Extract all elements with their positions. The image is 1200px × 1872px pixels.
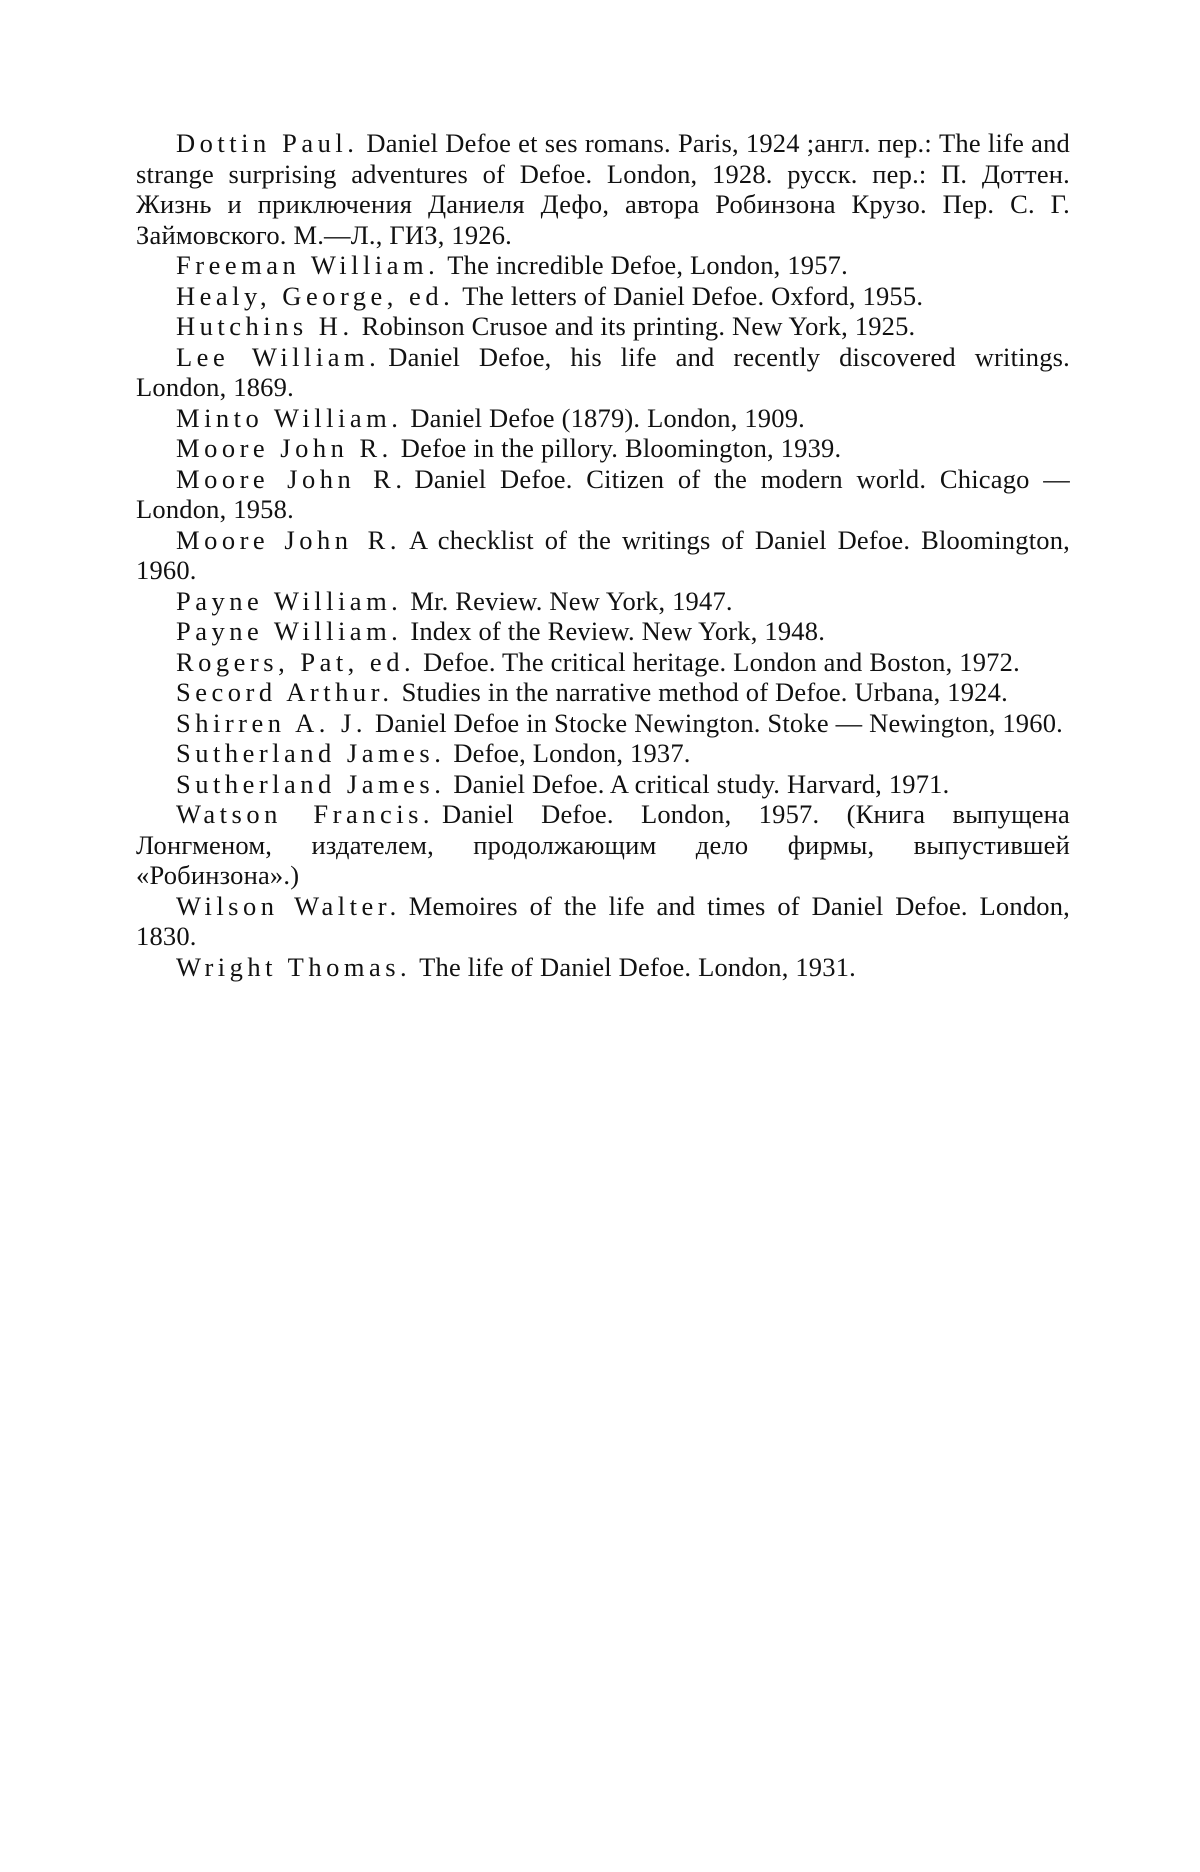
entry-author: Minto William. — [176, 402, 403, 433]
entry-text: Mr. Review. New York, 1947. — [410, 585, 733, 616]
entry-text: A checklist of the writings of Daniel Defoe. Bloomington, 1960. — [136, 524, 1070, 585]
entry-author: Moore John R. — [176, 463, 407, 494]
bibliography-entry — [136, 738, 1070, 769]
bibliography-entry — [136, 677, 1070, 708]
bibliography-entry — [136, 647, 1070, 678]
entry-author: Lee William. — [176, 341, 381, 372]
entry-text: Daniel Defoe (1879). London, 1909. — [410, 402, 805, 433]
entry-text: Defoe. The critical heritage. London and Boston, 1972. — [423, 646, 1020, 677]
bibliography-entry — [136, 525, 1070, 586]
entry-author: Healy, George, ed. — [176, 280, 455, 311]
entry-author: Shirren A. J. — [176, 707, 367, 738]
entry-text: Index of the Review. New York, 1948. — [410, 616, 826, 646]
bibliography-entry — [136, 433, 1070, 464]
entry-text: Daniel Defoe. A critical study. Harvard, 1971. — [453, 768, 950, 799]
bibliography-entry — [136, 464, 1070, 525]
bibliography-entry — [136, 586, 1070, 617]
entry-author: Wilson Walter. — [176, 890, 401, 921]
bibliography-entry — [136, 769, 1070, 800]
entry-author: Sutherland James. — [176, 768, 446, 799]
bibliography-entry — [136, 952, 1070, 983]
entry-text: Memoires of the life and times of Daniel Defoe. London, 1830. — [136, 890, 1070, 951]
entry-author: Dottin Paul. — [176, 128, 359, 158]
bibliography-entry — [136, 616, 1070, 647]
bibliography-entry — [136, 311, 1070, 342]
entry-author: Watson Francis. — [176, 799, 435, 829]
entry-text: The incredible Defoe, London, 1957. — [447, 250, 848, 280]
entry-text: Daniel Defoe. London, 1957. (Книга выпущена Лонгменом, издателем, продолжающим дело фирмы, выпустившей «Робинзона».) — [136, 799, 1070, 890]
bibliography-entry — [136, 799, 1070, 891]
entry-author: Rogers, Pat, ed. — [176, 646, 416, 677]
bibliography-entry — [136, 403, 1070, 434]
bibliography-entry — [136, 281, 1070, 312]
entry-text: Studies in the narrative method of Defoe. Urbana, 1924. — [401, 677, 1008, 707]
entry-text: Daniel Defoe. Citizen of the modern world. Chicago — London, 1958. — [136, 463, 1070, 524]
entry-text: Defoe in the pillory. Bloomington, 1939. — [400, 433, 842, 463]
entry-author: Freeman William. — [176, 250, 440, 280]
entry-text: The letters of Daniel Defoe. Oxford, 1955. — [462, 280, 924, 311]
bibliography-entry — [136, 250, 1070, 281]
bibliography-entry — [136, 128, 1070, 250]
entry-text: Defoe, London, 1937. — [453, 738, 691, 768]
entry-author: Sutherland James. — [176, 738, 446, 768]
entry-author: Wright Thomas. — [176, 951, 412, 982]
entry-author: Payne William. — [176, 616, 403, 646]
entry-text: The life of Daniel Defoe. London, 1931. — [419, 951, 856, 982]
entry-author: Hutchins H. — [176, 311, 354, 341]
entry-text: Daniel Defoe et ses romans. Paris, 1924 ;англ. пер.: The life and strange surprising adventures of Defoe. London, 1928. русск. пер.: П. Доттен. Жизнь и приключения Даниеля Дефо, автора Робинзона Крузо. Пер. С. Г. Займовского. М.—Л., ГИЗ, 1926. — [136, 128, 1070, 250]
entry-text: Daniel Defoe in Stocke Newington. Stoke — Newington, 1960. — [375, 707, 1063, 738]
entry-text: Daniel Defoe, his life and recently discovered writings. London, 1869. — [136, 341, 1070, 402]
entry-text: Robinson Crusoe and its printing. New York, 1925. — [361, 311, 916, 341]
bibliography-entry — [136, 891, 1070, 952]
entry-author: Moore John R. — [176, 433, 393, 463]
bibliography-entry — [136, 708, 1070, 739]
entry-author: Moore John R. — [176, 524, 401, 555]
entry-author: Payne William. — [176, 585, 403, 616]
entry-author: Secord Arthur. — [176, 677, 394, 707]
bibliography-entry — [136, 342, 1070, 403]
